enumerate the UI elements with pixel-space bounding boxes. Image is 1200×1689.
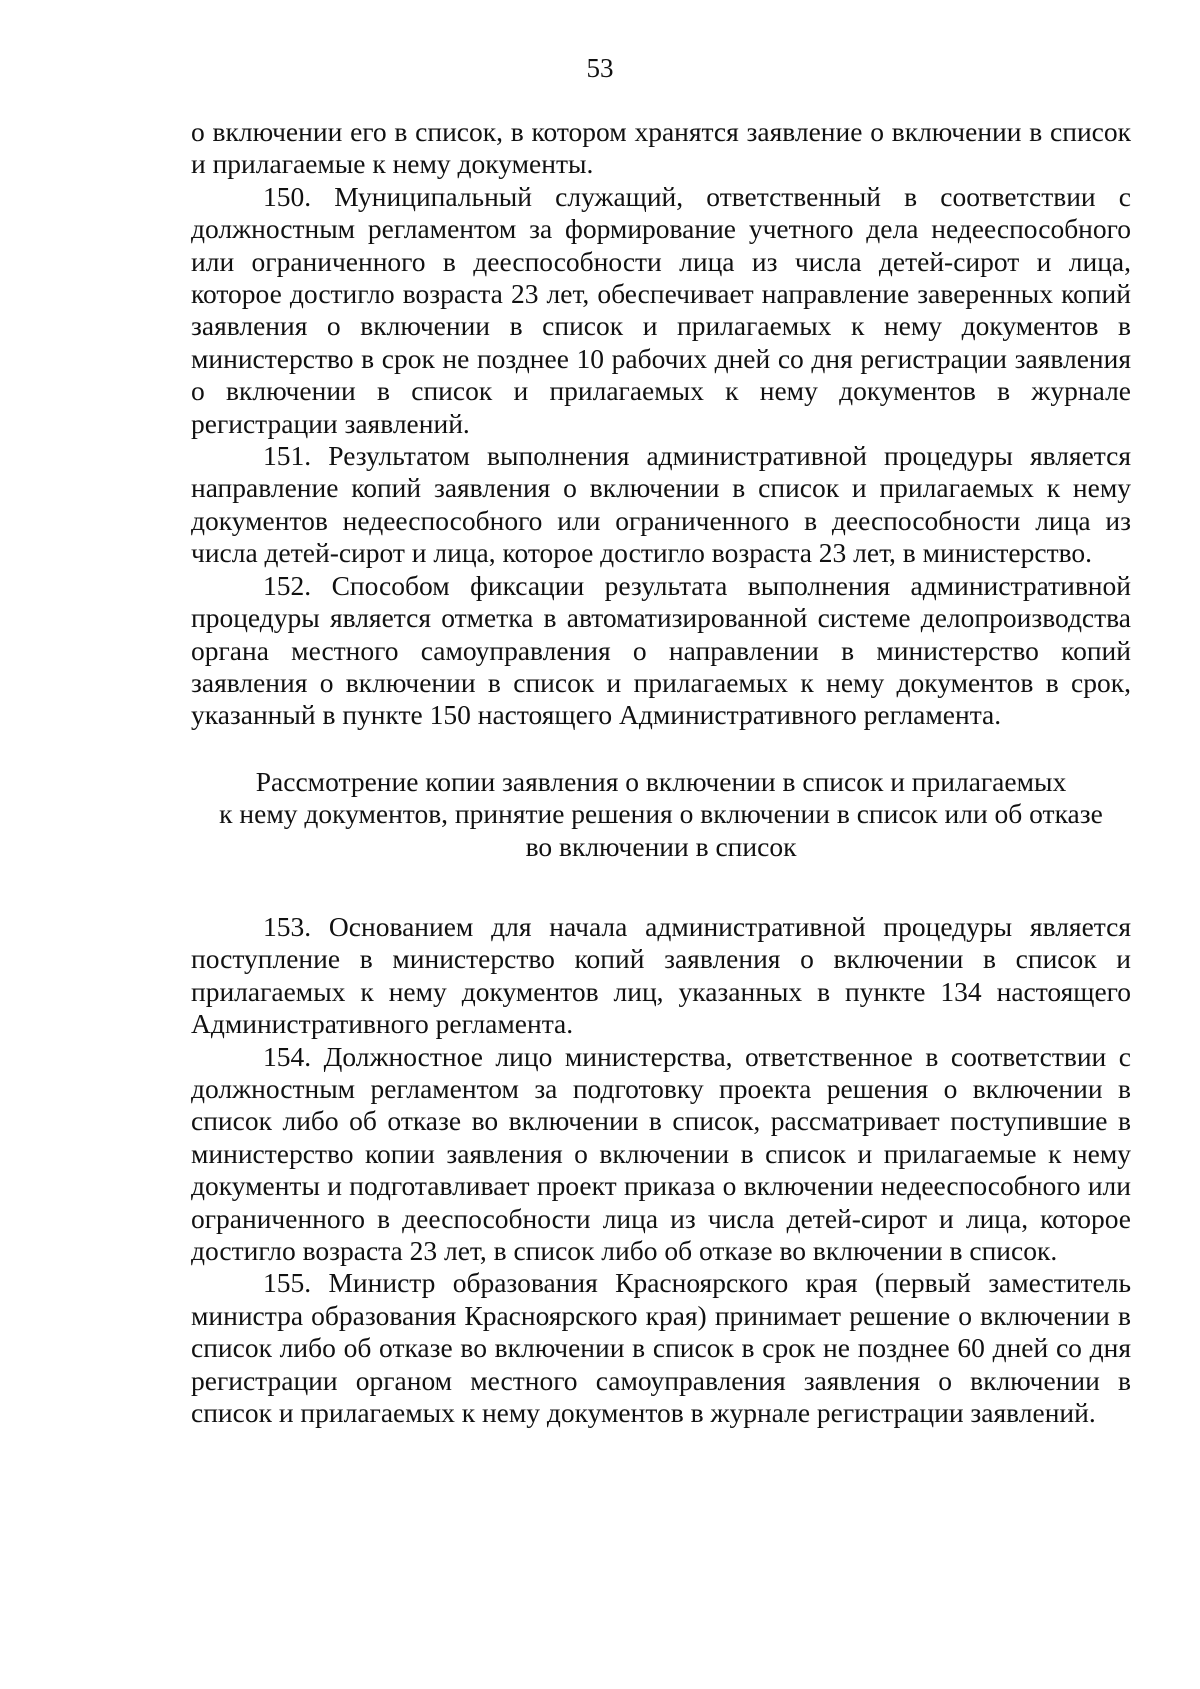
paragraph-151: 151. Результатом выполнения административной процедуры является направление копий заявления о включении в список и прилагаемых к нему документов недееспособного или ограниченного в дееспособности лица из числа детей-сирот и лица, которое достигло возраста 23 лет, в министерство. — [191, 440, 1131, 569]
paragraph-continuation: о включении его в список, в котором хранятся заявление о включении в список и прилагаемые к нему документы. — [191, 116, 1131, 180]
section-heading-line-1: Рассмотрение копии заявления о включении в список и прилагаемых — [255, 765, 1067, 797]
section-heading-line-2: к нему документов, принятие решения о включении в список или об отказе — [219, 798, 1103, 830]
page-number: 53 — [586, 53, 614, 83]
paragraph-153: 153. Основанием для начала административной процедуры является поступление в министерство копий заявления о включении в список и прилагаемых к нему документов лиц, указанных в пункте 134 настоящего Административного регламента. — [191, 910, 1131, 1040]
paragraph-154: 154. Должностное лицо министерства, ответственное в соответствии с должностным регламентом за подготовку проекта решения о включении в список либо об отказе во включении в список, рассматривает поступившие в министерство копии заявления о включении в список и прилагаемые к нему документы и подготавливает проект приказа о включении недееспособного или ограниченного в дееспособности лица из числа детей-сирот и лица, которое достигло возраста 23 лет, в список либо об отказе во включении в список. — [191, 1040, 1131, 1266]
paragraph-152: 152. Способом фиксации результата выполнения административной процедуры является отметка в автоматизированной системе делопроизводства органа местного самоуправления о направлении в министерство копий заявления о включении в список и прилагаемых к нему документов в срок, указанный в пункте 150 настоящего Административного регламента. — [191, 569, 1131, 731]
section-heading — [191, 766, 1131, 863]
document-body — [191, 116, 1131, 1429]
paragraph-155: 155. Министр образования Красноярского края (первый заместитель министра образования Красноярского края) принимает решение о включении в список либо об отказе во включении в список в срок не позднее 60 дней со дня регистрации органом местного самоуправления заявления о включении в список и прилагаемых к нему документов в журнале регистрации заявлений. — [191, 1267, 1131, 1429]
section-heading-line-3: во включении в список — [525, 830, 797, 862]
paragraph-150: 150. Муниципальный служащий, ответственный в соответствии с должностным регламентом за формирование учетного дела недееспособного или ограниченного в дееспособности лица из числа детей-сирот и лица, которое достигло возраста 23 лет, обеспечивает направление заверенных копий заявления о включении в список и прилагаемых к нему документов в министерство в срок не позднее 10 рабочих дней со дня регистрации заявления о включении в список и прилагаемых к нему документов в журнале регистрации заявлений. — [191, 180, 1131, 439]
